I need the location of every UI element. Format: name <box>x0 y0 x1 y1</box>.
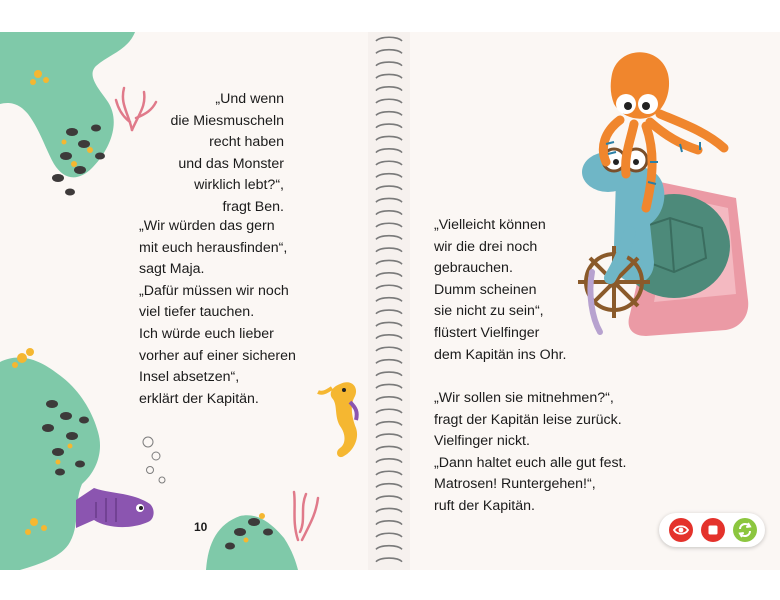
spiral-ring <box>376 533 402 537</box>
spiral-ring <box>376 446 402 450</box>
text-line: ruft der Kapitän. <box>434 497 535 514</box>
left-lower-paragraph <box>139 216 296 410</box>
spiral-ring <box>376 285 402 289</box>
spiral-ring <box>376 186 402 190</box>
spiral-ring <box>376 198 402 202</box>
text-line: die Miesmuscheln <box>170 112 284 129</box>
spiral-ring <box>376 360 402 364</box>
spiral-ring <box>376 546 402 550</box>
spiral-ring <box>376 521 402 525</box>
text-line: vorher auf einer sicheren <box>139 347 296 364</box>
text-line: Matrosen! Runtergehen!“, <box>434 476 596 493</box>
spiral-ring <box>376 347 402 351</box>
spiral-ring <box>376 236 402 240</box>
spiral-ring <box>376 50 402 54</box>
spiral-ring <box>376 223 402 227</box>
text-line: „Dafür müssen wir noch <box>139 282 289 299</box>
right-page <box>410 32 780 570</box>
spiral-ring <box>376 310 402 314</box>
eye-icon <box>669 518 693 542</box>
repeat-button[interactable] <box>733 518 757 542</box>
spiral-ring <box>376 62 402 66</box>
book-spread <box>0 32 780 570</box>
right-lower-paragraph <box>434 388 626 518</box>
spiral-ring <box>376 211 402 215</box>
spiral-ring <box>376 484 402 488</box>
spiral-ring <box>376 260 402 264</box>
text-line: flüstert Vielfinger <box>434 324 540 341</box>
spiral-ring <box>376 248 402 252</box>
text-line: dem Kapitän ins Ohr. <box>434 346 567 363</box>
text-line: Dumm scheinen <box>434 281 537 298</box>
spiral-ring <box>376 459 402 463</box>
spiral-ring <box>376 149 402 153</box>
player-controls <box>659 513 765 547</box>
text-line: fragt der Kapitän leise zurück. <box>434 411 622 428</box>
fish-illustration <box>76 488 154 528</box>
spiral-rings <box>368 32 410 570</box>
spiral-ring <box>376 273 402 277</box>
right-upper-paragraph <box>434 215 567 366</box>
spiral-ring <box>376 136 402 140</box>
page-number: 10 <box>194 520 208 534</box>
text-line: gebrauchen. <box>434 260 513 277</box>
spiral-ring <box>376 422 402 426</box>
text-line: recht haben <box>209 134 284 151</box>
spiral-ring <box>376 124 402 128</box>
spiral-ring <box>376 99 402 103</box>
text-line: „Wir sollen sie mitnehmen?“, <box>434 390 614 406</box>
text-line: sagt Maja. <box>139 261 205 278</box>
text-line: wirklich lebt?“, <box>194 177 284 194</box>
seahorse-illustration <box>318 382 357 457</box>
spiral-ring <box>376 87 402 91</box>
text-line: sie nicht zu sein“, <box>434 303 544 320</box>
text-line: fragt Ben. <box>222 198 284 215</box>
text-line: mit euch herausfinden“, <box>139 239 288 256</box>
text-line: Vielfinger nickt. <box>434 433 530 450</box>
spiral-ring <box>376 384 402 388</box>
spiral-ring <box>376 496 402 500</box>
spiral-ring <box>376 174 402 178</box>
text-line: Insel absetzen“, <box>139 369 240 386</box>
spiral-ring <box>376 37 402 41</box>
stop-icon <box>701 518 725 542</box>
left-page <box>0 32 368 570</box>
spiral-ring <box>376 74 402 78</box>
text-line: und das Monster <box>178 155 284 172</box>
text-line: „Vielleicht können <box>434 217 546 233</box>
rock-bottom-left <box>0 358 100 570</box>
spiral-ring <box>376 112 402 116</box>
text-line: erklärt der Kapitän. <box>139 390 259 407</box>
spiral-ring <box>376 298 402 302</box>
spiral-ring <box>376 558 402 562</box>
spiral-ring <box>376 409 402 413</box>
spiral-ring <box>376 508 402 512</box>
text-line: „Wir würden das gern <box>139 218 275 234</box>
repeat-icon <box>733 518 757 542</box>
spiral-ring <box>376 397 402 401</box>
text-line: „Und wenn <box>215 91 284 107</box>
eye-button[interactable] <box>669 518 693 542</box>
text-line: viel tiefer tauchen. <box>139 304 255 321</box>
spiral-ring <box>376 471 402 475</box>
spiral-ring <box>376 335 402 339</box>
spiral-ring <box>376 161 402 165</box>
spiral-binding <box>368 32 410 570</box>
spiral-ring <box>376 434 402 438</box>
text-line: „Dann haltet euch alle gut fest. <box>434 454 627 471</box>
stop-button[interactable] <box>701 518 725 542</box>
spiral-ring <box>376 372 402 376</box>
spiral-ring <box>376 322 402 326</box>
text-line: wir die drei noch <box>434 238 538 255</box>
text-line: Ich würde euch lieber <box>139 325 274 342</box>
left-upper-paragraph <box>150 89 284 219</box>
